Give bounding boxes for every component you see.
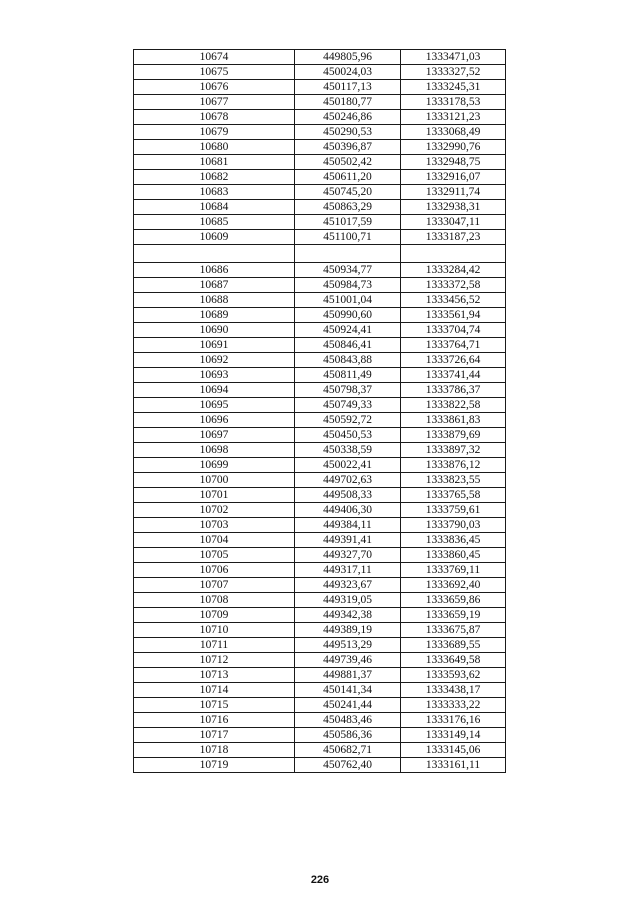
- point-number-cell: 10699: [134, 458, 295, 473]
- x-coordinate-cell: 450241,44: [295, 698, 401, 713]
- coordinates-table-body: [134, 50, 506, 773]
- point-number-cell: 10703: [134, 518, 295, 533]
- point-number-cell: 10705: [134, 548, 295, 563]
- point-number-cell: 10681: [134, 155, 295, 170]
- table-row: [134, 638, 506, 653]
- y-coordinate-cell: 1333769,11: [401, 563, 506, 578]
- table-row: [134, 503, 506, 518]
- table-row: [134, 383, 506, 398]
- point-number-cell: 10718: [134, 743, 295, 758]
- y-coordinate-cell: 1333149,14: [401, 728, 506, 743]
- table-row: [134, 200, 506, 215]
- table-row: [134, 428, 506, 443]
- point-number-cell: [134, 245, 295, 263]
- x-coordinate-cell: 450984,73: [295, 278, 401, 293]
- x-coordinate-cell: 450483,46: [295, 713, 401, 728]
- y-coordinate-cell: 1333897,32: [401, 443, 506, 458]
- table-row: [134, 413, 506, 428]
- x-coordinate-cell: 450846,41: [295, 338, 401, 353]
- y-coordinate-cell: 1333689,55: [401, 638, 506, 653]
- table-row: [134, 50, 506, 65]
- x-coordinate-cell: 450338,59: [295, 443, 401, 458]
- point-number-cell: 10714: [134, 683, 295, 698]
- y-coordinate-cell: 1333764,71: [401, 338, 506, 353]
- y-coordinate-cell: 1333187,23: [401, 230, 506, 245]
- y-coordinate-cell: 1333659,19: [401, 608, 506, 623]
- point-number-cell: 10688: [134, 293, 295, 308]
- table-row: [134, 215, 506, 230]
- table-row: [134, 608, 506, 623]
- x-coordinate-cell: 450934,77: [295, 263, 401, 278]
- x-coordinate-cell: 450798,37: [295, 383, 401, 398]
- coordinates-table: [133, 49, 506, 773]
- y-coordinate-cell: 1333861,83: [401, 413, 506, 428]
- y-coordinate-cell: 1333649,58: [401, 653, 506, 668]
- table-row: [134, 293, 506, 308]
- y-coordinate-cell: 1333047,11: [401, 215, 506, 230]
- point-number-cell: 10707: [134, 578, 295, 593]
- point-number-cell: 10675: [134, 65, 295, 80]
- table-row: [134, 338, 506, 353]
- point-number-cell: 10683: [134, 185, 295, 200]
- x-coordinate-cell: 449391,41: [295, 533, 401, 548]
- y-coordinate-cell: 1333471,03: [401, 50, 506, 65]
- point-number-cell: 10609: [134, 230, 295, 245]
- table-row: [134, 488, 506, 503]
- table-row: [134, 548, 506, 563]
- table-row: [134, 155, 506, 170]
- table-row: [134, 170, 506, 185]
- point-number-cell: 10708: [134, 593, 295, 608]
- point-number-cell: 10709: [134, 608, 295, 623]
- x-coordinate-cell: 450180,77: [295, 95, 401, 110]
- x-coordinate-cell: 451001,04: [295, 293, 401, 308]
- point-number-cell: 10684: [134, 200, 295, 215]
- x-coordinate-cell: 449384,11: [295, 518, 401, 533]
- point-number-cell: 10719: [134, 758, 295, 773]
- y-coordinate-cell: 1333822,58: [401, 398, 506, 413]
- table-row: [134, 125, 506, 140]
- y-coordinate-cell: 1333121,23: [401, 110, 506, 125]
- table-row: [134, 353, 506, 368]
- point-number-cell: 10679: [134, 125, 295, 140]
- x-coordinate-cell: 450592,72: [295, 413, 401, 428]
- y-coordinate-cell: 1333659,86: [401, 593, 506, 608]
- y-coordinate-cell: 1333879,69: [401, 428, 506, 443]
- point-number-cell: 10700: [134, 473, 295, 488]
- table-row: [134, 65, 506, 80]
- x-coordinate-cell: 450749,33: [295, 398, 401, 413]
- y-coordinate-cell: 1333692,40: [401, 578, 506, 593]
- table-row: [134, 230, 506, 245]
- x-coordinate-cell: 450450,53: [295, 428, 401, 443]
- y-coordinate-cell: 1333327,52: [401, 65, 506, 80]
- y-coordinate-cell: 1333876,12: [401, 458, 506, 473]
- y-coordinate-cell: 1333145,06: [401, 743, 506, 758]
- point-number-cell: 10692: [134, 353, 295, 368]
- table-row: [134, 563, 506, 578]
- x-coordinate-cell: 449406,30: [295, 503, 401, 518]
- y-coordinate-cell: 1333836,45: [401, 533, 506, 548]
- y-coordinate-cell: 1333790,03: [401, 518, 506, 533]
- y-coordinate-cell: 1333741,44: [401, 368, 506, 383]
- table-row: [134, 728, 506, 743]
- y-coordinate-cell: 1333823,55: [401, 473, 506, 488]
- point-number-cell: 10687: [134, 278, 295, 293]
- x-coordinate-cell: 450246,86: [295, 110, 401, 125]
- point-number-cell: 10685: [134, 215, 295, 230]
- table-row: [134, 443, 506, 458]
- point-number-cell: 10704: [134, 533, 295, 548]
- x-coordinate-cell: 450863,29: [295, 200, 401, 215]
- x-coordinate-cell: 449702,63: [295, 473, 401, 488]
- x-coordinate-cell: 449389,19: [295, 623, 401, 638]
- y-coordinate-cell: 1333726,64: [401, 353, 506, 368]
- x-coordinate-cell: 449513,29: [295, 638, 401, 653]
- x-coordinate-cell: 450117,13: [295, 80, 401, 95]
- x-coordinate-cell: 450843,88: [295, 353, 401, 368]
- y-coordinate-cell: 1333704,74: [401, 323, 506, 338]
- x-coordinate-cell: 449508,33: [295, 488, 401, 503]
- table-row: [134, 110, 506, 125]
- table-row: [134, 668, 506, 683]
- point-number-cell: 10701: [134, 488, 295, 503]
- table-row: [134, 245, 506, 263]
- point-number-cell: 10698: [134, 443, 295, 458]
- table-row: [134, 518, 506, 533]
- point-number-cell: 10712: [134, 653, 295, 668]
- x-coordinate-cell: 449327,70: [295, 548, 401, 563]
- table-row: [134, 398, 506, 413]
- point-number-cell: 10676: [134, 80, 295, 95]
- point-number-cell: 10674: [134, 50, 295, 65]
- point-number-cell: 10689: [134, 308, 295, 323]
- y-coordinate-cell: 1333456,52: [401, 293, 506, 308]
- y-coordinate-cell: 1332990,76: [401, 140, 506, 155]
- x-coordinate-cell: 449881,37: [295, 668, 401, 683]
- point-number-cell: 10680: [134, 140, 295, 155]
- y-coordinate-cell: 1333161,11: [401, 758, 506, 773]
- point-number-cell: 10702: [134, 503, 295, 518]
- page-number: 226: [310, 874, 330, 886]
- point-number-cell: 10711: [134, 638, 295, 653]
- table-row: [134, 140, 506, 155]
- y-coordinate-cell: 1333245,31: [401, 80, 506, 95]
- table-row: [134, 533, 506, 548]
- x-coordinate-cell: 450141,34: [295, 683, 401, 698]
- x-coordinate-cell: 450990,60: [295, 308, 401, 323]
- table-row: [134, 743, 506, 758]
- table-row: [134, 473, 506, 488]
- y-coordinate-cell: 1333786,37: [401, 383, 506, 398]
- x-coordinate-cell: 450811,49: [295, 368, 401, 383]
- table-row: [134, 185, 506, 200]
- table-row: [134, 80, 506, 95]
- y-coordinate-cell: 1333561,94: [401, 308, 506, 323]
- table-row: [134, 95, 506, 110]
- x-coordinate-cell: 450024,03: [295, 65, 401, 80]
- x-coordinate-cell: 449319,05: [295, 593, 401, 608]
- table-row: [134, 323, 506, 338]
- y-coordinate-cell: 1333860,45: [401, 548, 506, 563]
- y-coordinate-cell: [401, 245, 506, 263]
- point-number-cell: 10713: [134, 668, 295, 683]
- table-row: [134, 278, 506, 293]
- x-coordinate-cell: 449739,46: [295, 653, 401, 668]
- y-coordinate-cell: 1332948,75: [401, 155, 506, 170]
- table-row: [134, 698, 506, 713]
- point-number-cell: 10686: [134, 263, 295, 278]
- y-coordinate-cell: 1333372,58: [401, 278, 506, 293]
- table-row: [134, 368, 506, 383]
- point-number-cell: 10677: [134, 95, 295, 110]
- x-coordinate-cell: 450502,42: [295, 155, 401, 170]
- table-row: [134, 458, 506, 473]
- x-coordinate-cell: 450682,71: [295, 743, 401, 758]
- y-coordinate-cell: 1333765,58: [401, 488, 506, 503]
- x-coordinate-cell: 450586,36: [295, 728, 401, 743]
- table-row: [134, 653, 506, 668]
- x-coordinate-cell: 450762,40: [295, 758, 401, 773]
- table-row: [134, 713, 506, 728]
- point-number-cell: 10696: [134, 413, 295, 428]
- table-row: [134, 758, 506, 773]
- point-number-cell: 10690: [134, 323, 295, 338]
- point-number-cell: 10717: [134, 728, 295, 743]
- y-coordinate-cell: 1332938,31: [401, 200, 506, 215]
- x-coordinate-cell: 451017,59: [295, 215, 401, 230]
- y-coordinate-cell: 1333333,22: [401, 698, 506, 713]
- x-coordinate-cell: 449317,11: [295, 563, 401, 578]
- x-coordinate-cell: 449323,67: [295, 578, 401, 593]
- y-coordinate-cell: 1333438,17: [401, 683, 506, 698]
- table-row: [134, 683, 506, 698]
- table-row: [134, 623, 506, 638]
- y-coordinate-cell: 1332911,74: [401, 185, 506, 200]
- point-number-cell: 10697: [134, 428, 295, 443]
- y-coordinate-cell: 1333593,62: [401, 668, 506, 683]
- point-number-cell: 10716: [134, 713, 295, 728]
- y-coordinate-cell: 1333284,42: [401, 263, 506, 278]
- x-coordinate-cell: 450290,53: [295, 125, 401, 140]
- x-coordinate-cell: 450022,41: [295, 458, 401, 473]
- table-row: [134, 578, 506, 593]
- y-coordinate-cell: 1333675,87: [401, 623, 506, 638]
- y-coordinate-cell: 1332916,07: [401, 170, 506, 185]
- table-row: [134, 263, 506, 278]
- point-number-cell: 10694: [134, 383, 295, 398]
- point-number-cell: 10682: [134, 170, 295, 185]
- x-coordinate-cell: 450924,41: [295, 323, 401, 338]
- x-coordinate-cell: 450611,20: [295, 170, 401, 185]
- y-coordinate-cell: 1333068,49: [401, 125, 506, 140]
- x-coordinate-cell: 450396,87: [295, 140, 401, 155]
- x-coordinate-cell: 451100,71: [295, 230, 401, 245]
- x-coordinate-cell: [295, 245, 401, 263]
- x-coordinate-cell: 449805,96: [295, 50, 401, 65]
- point-number-cell: 10691: [134, 338, 295, 353]
- y-coordinate-cell: 1333176,16: [401, 713, 506, 728]
- table-row: [134, 308, 506, 323]
- point-number-cell: 10693: [134, 368, 295, 383]
- point-number-cell: 10706: [134, 563, 295, 578]
- y-coordinate-cell: 1333178,53: [401, 95, 506, 110]
- point-number-cell: 10710: [134, 623, 295, 638]
- point-number-cell: 10715: [134, 698, 295, 713]
- x-coordinate-cell: 449342,38: [295, 608, 401, 623]
- y-coordinate-cell: 1333759,61: [401, 503, 506, 518]
- point-number-cell: 10678: [134, 110, 295, 125]
- point-number-cell: 10695: [134, 398, 295, 413]
- table-row: [134, 593, 506, 608]
- x-coordinate-cell: 450745,20: [295, 185, 401, 200]
